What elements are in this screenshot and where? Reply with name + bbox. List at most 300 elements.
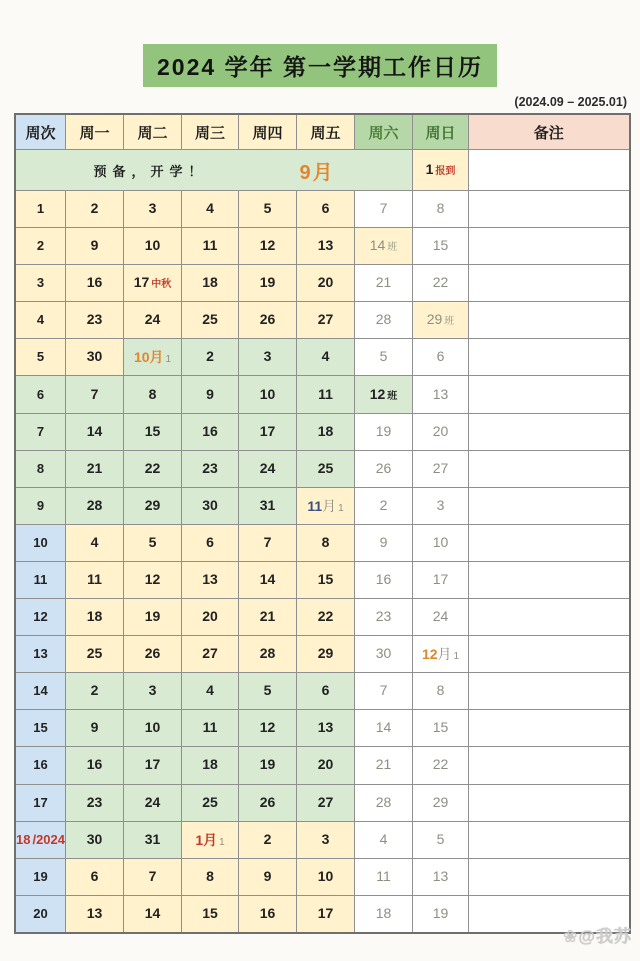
cell-text: 15 <box>317 570 334 587</box>
cell-text: 2 <box>206 348 214 365</box>
day-cell-sun <box>413 599 469 636</box>
cell-text: 11 <box>33 571 48 587</box>
cell-text: 10月 <box>133 349 164 366</box>
cell-text: 13 <box>202 570 218 587</box>
col-header-tue: 周二 <box>124 114 182 150</box>
day-cell-fri <box>297 191 355 228</box>
week-row-1 <box>15 191 630 228</box>
day-cell-fri <box>297 561 355 598</box>
day-cell-tue <box>124 895 182 933</box>
day-cell-mon <box>66 265 124 302</box>
note-cell <box>469 191 630 228</box>
week-number-cell <box>15 784 66 821</box>
day-cell-sat <box>355 265 413 302</box>
day-cell-thu <box>239 265 297 302</box>
day-cell-thu <box>239 302 297 339</box>
day-cell-thu <box>239 561 297 598</box>
note-cell <box>469 265 630 302</box>
day-cell-sat <box>355 784 413 821</box>
cell-text: 6 <box>90 867 99 884</box>
cell-text: 班 <box>444 316 455 328</box>
cell-text: 3 <box>436 496 445 513</box>
week-number-cell <box>15 376 66 413</box>
cell-text: 15 <box>432 237 449 254</box>
cell-text: 10 <box>144 237 161 254</box>
day-cell-sat <box>355 524 413 561</box>
cell-text: 28 <box>86 496 103 513</box>
cell-text: /2024 <box>32 831 66 847</box>
cell-text: 15 <box>144 422 161 439</box>
cell-text: 18 <box>202 756 218 773</box>
day-cell-wed <box>182 599 239 636</box>
note-cell <box>469 747 630 784</box>
week-row-17 <box>15 784 630 821</box>
cell-text: 21 <box>86 459 103 476</box>
day-cell-tue <box>124 858 182 895</box>
day-cell-mon <box>66 821 124 858</box>
cell-text: 30 <box>375 645 392 662</box>
day-cell-thu <box>239 747 297 784</box>
cell-text: 10 <box>33 534 48 550</box>
week-number-cell <box>15 673 66 710</box>
day-cell-sat <box>355 895 413 933</box>
day-cell-tue <box>124 376 182 413</box>
day-cell-tue <box>124 265 182 302</box>
day-cell-thu <box>239 191 297 228</box>
day-cell-mon <box>66 895 124 933</box>
cell-text: 1月 <box>195 831 218 848</box>
cell-text: 9 <box>206 385 214 402</box>
cell-text: 12 <box>33 609 48 625</box>
cell-text: 1 <box>165 354 172 366</box>
day-cell-thu <box>239 858 297 895</box>
day-cell-sun <box>413 339 469 376</box>
week-row-20 <box>15 895 630 933</box>
day-cell-mon <box>66 302 124 339</box>
cell-text: 12 <box>259 719 276 736</box>
cell-text: 1 <box>36 201 45 217</box>
note-cell <box>469 376 630 413</box>
day-cell-mon <box>66 450 124 487</box>
cell-text: 8 <box>436 682 445 699</box>
cell-text: 23 <box>202 459 218 476</box>
day-cell-wed <box>182 784 239 821</box>
week-number-cell <box>15 265 66 302</box>
week-row-11 <box>15 561 630 598</box>
day-cell-sat <box>355 191 413 228</box>
week-number-cell <box>15 636 66 673</box>
day-cell-wed <box>182 710 239 747</box>
day-cell-sun <box>413 636 469 673</box>
day-cell-tue <box>124 784 182 821</box>
day-cell-mon <box>66 561 124 598</box>
note-cell <box>469 561 630 598</box>
note-cell <box>469 784 630 821</box>
week-number-cell <box>15 599 66 636</box>
week-number-cell <box>15 191 66 228</box>
day-cell-thu <box>239 450 297 487</box>
week-row-18 <box>15 821 630 858</box>
day-cell-sat <box>355 487 413 524</box>
cell-text: 12 <box>369 385 386 402</box>
day-cell-thu <box>239 636 297 673</box>
cell-text: 18 <box>375 904 392 921</box>
day-cell-mon <box>66 747 124 784</box>
cell-text: 5 <box>263 200 272 217</box>
note-cell <box>469 524 630 561</box>
day-cell-fri <box>297 673 355 710</box>
week-row-13 <box>15 636 630 673</box>
cell-text: 18 <box>16 831 31 847</box>
day-cell-sat <box>355 376 413 413</box>
day-cell-thu <box>239 339 297 376</box>
day-cell-fri <box>297 858 355 895</box>
cell-text: 20 <box>317 274 334 291</box>
cell-text: 17 <box>33 794 48 810</box>
week-row-6 <box>15 376 630 413</box>
cell-text: 7 <box>148 867 157 884</box>
calendar-table <box>14 113 631 934</box>
day-cell-tue <box>124 191 182 228</box>
cell-text: 班 <box>387 242 398 254</box>
cell-text: 29 <box>432 793 449 810</box>
cell-text: 5 <box>379 348 388 365</box>
day-cell-sun <box>413 191 469 228</box>
cell-text: 18 <box>86 608 103 625</box>
cell-text: 25 <box>202 793 218 810</box>
day-cell-mon <box>66 673 124 710</box>
day-cell-sun <box>413 450 469 487</box>
day-cell-mon <box>66 339 124 376</box>
note-cell <box>469 302 630 339</box>
cell-text: 19 <box>375 422 392 439</box>
day-cell-fri <box>297 636 355 673</box>
day-cell-wed <box>182 747 239 784</box>
cell-text: 18 <box>202 274 218 291</box>
day-cell-sun <box>413 561 469 598</box>
day-cell-sat <box>355 450 413 487</box>
cell-text: 20 <box>432 422 449 439</box>
week-number-cell <box>15 895 66 933</box>
col-header-thu: 周四 <box>239 114 297 150</box>
cell-text: 25 <box>317 459 334 476</box>
note-cell <box>469 673 630 710</box>
cell-text: 13 <box>33 646 48 662</box>
date-range: (2024.09 – 2025.01) <box>514 95 627 109</box>
note-cell <box>469 450 630 487</box>
day-cell-sun <box>413 747 469 784</box>
cell-text: 25 <box>86 645 103 662</box>
day-cell-wed <box>182 450 239 487</box>
cell-text: 13 <box>317 719 334 736</box>
day-cell-mon <box>66 413 124 450</box>
day-cell-mon <box>66 784 124 821</box>
cell-text: 3 <box>148 682 157 699</box>
cell-text: 11 <box>376 867 391 884</box>
cell-text: 22 <box>317 608 334 625</box>
day-cell-sun <box>413 821 469 858</box>
cell-text: 28 <box>375 311 392 328</box>
day-cell-fri <box>297 710 355 747</box>
day-cell-sat <box>355 228 413 265</box>
cell-text: 27 <box>432 459 449 476</box>
cell-text: 9 <box>379 533 388 550</box>
cell-text: 13 <box>432 867 449 884</box>
header-row <box>15 114 630 150</box>
col-header-mon: 周一 <box>66 114 124 150</box>
day-cell-tue <box>124 339 182 376</box>
note-cell <box>469 710 630 747</box>
day-cell-tue <box>124 636 182 673</box>
cell-text: 15 <box>202 904 218 921</box>
cell-text: 10 <box>317 867 334 884</box>
day-cell-mon <box>66 710 124 747</box>
cell-text: 中秋 <box>151 279 172 291</box>
note-cell <box>469 858 630 895</box>
cell-text: 6 <box>36 386 45 402</box>
day-cell-fri <box>297 265 355 302</box>
cell-text: 4 <box>206 200 214 217</box>
watermark: ❀@我苏 <box>563 927 632 946</box>
day-cell-thu <box>239 784 297 821</box>
day-cell-mon <box>66 376 124 413</box>
banner-slogan: 预备，开学！ <box>93 163 208 179</box>
cell-text: 报到 <box>435 166 456 177</box>
cell-text: 23 <box>86 793 103 810</box>
day-cell-sun <box>413 524 469 561</box>
day-cell-fri <box>297 302 355 339</box>
cell-text: 19 <box>259 274 276 291</box>
cell-text: 2 <box>36 238 45 254</box>
day-cell-sun <box>413 302 469 339</box>
day-cell-sun <box>413 376 469 413</box>
cell-text: 19 <box>33 868 48 884</box>
col-header-sun: 周日 <box>413 114 469 150</box>
day-cell-wed <box>182 636 239 673</box>
week-number-cell <box>15 561 66 598</box>
day-cell-tue <box>124 450 182 487</box>
cell-text: 3 <box>321 830 330 847</box>
cell-text: 27 <box>317 311 334 328</box>
cell-text: 5 <box>36 349 45 365</box>
cell-text: 19 <box>144 608 161 625</box>
cell-text: 17 <box>259 422 276 439</box>
cell-text: 7 <box>379 200 388 217</box>
cell-text: 7 <box>36 423 45 439</box>
day-cell-sat <box>355 413 413 450</box>
day-cell-thu <box>239 673 297 710</box>
day-cell-fri <box>297 487 355 524</box>
week-number-cell <box>15 228 66 265</box>
day-cell-thu <box>239 524 297 561</box>
cell-text: 20 <box>33 905 48 921</box>
title-wrap <box>0 44 640 87</box>
cell-text: 23 <box>375 608 392 625</box>
day-cell-tue <box>124 228 182 265</box>
cell-text: 2 <box>263 830 272 847</box>
week-row-15 <box>15 710 630 747</box>
cell-text: 28 <box>375 793 392 810</box>
cell-text: 22 <box>144 459 161 476</box>
day-cell-sat <box>355 747 413 784</box>
day-cell-sat <box>355 710 413 747</box>
day-cell-fri <box>297 784 355 821</box>
day-cell-mon <box>66 858 124 895</box>
cell-text: 9 <box>90 719 99 736</box>
cell-text: 21 <box>375 756 392 773</box>
cell-text: 6 <box>206 533 214 550</box>
cell-text: 22 <box>432 274 449 291</box>
week-row-3 <box>15 265 630 302</box>
day-cell-tue <box>124 599 182 636</box>
day-cell-mon <box>66 191 124 228</box>
cell-text: 4 <box>321 348 330 365</box>
cell-text: 8 <box>206 867 214 884</box>
day-cell-fri <box>297 747 355 784</box>
day-cell-wed <box>182 228 239 265</box>
day-cell-tue <box>124 673 182 710</box>
cell-text: 4 <box>206 682 214 699</box>
cell-text: 10 <box>144 719 161 736</box>
cell-text: 班 <box>387 390 398 402</box>
cell-text: 17 <box>432 570 449 587</box>
day-cell-sat <box>355 561 413 598</box>
cell-text: 4 <box>90 533 99 550</box>
day-cell-sun <box>413 413 469 450</box>
cell-text: 9 <box>36 497 45 513</box>
week-row-10 <box>15 524 630 561</box>
cell-text: 3 <box>148 200 157 217</box>
cell-text: 29 <box>426 311 443 328</box>
day-cell-sun <box>413 228 469 265</box>
day-cell-wed <box>182 895 239 933</box>
week-number-cell <box>15 302 66 339</box>
cell-text: 17 <box>144 756 161 773</box>
cell-text: 7 <box>379 682 388 699</box>
cell-text: 8 <box>436 200 445 217</box>
day-cell-thu <box>239 710 297 747</box>
day-cell-tue <box>124 561 182 598</box>
day-cell-thu <box>239 487 297 524</box>
cell-text: 16 <box>259 904 276 921</box>
week-number-cell <box>15 487 66 524</box>
september-banner-row <box>15 150 630 191</box>
cell-text: 5 <box>148 533 157 550</box>
week-number-cell <box>15 747 66 784</box>
day-cell-sun <box>413 858 469 895</box>
day-cell-sat <box>355 673 413 710</box>
week-row-4 <box>15 302 630 339</box>
cell-text: 24 <box>432 608 449 625</box>
day-cell-sun <box>413 265 469 302</box>
cell-text: 29 <box>317 645 334 662</box>
day-cell-sat <box>355 599 413 636</box>
page-title: 2024 学年 第一学期工作日历 <box>143 44 497 87</box>
cell-text: 15 <box>33 720 48 736</box>
week-number-cell <box>15 858 66 895</box>
cell-text: 1 <box>425 161 434 177</box>
cell-text: 27 <box>317 793 334 810</box>
cell-text: 11 <box>318 385 333 402</box>
cell-text: 24 <box>144 793 161 810</box>
week-row-12 <box>15 599 630 636</box>
cell-text: 20 <box>317 756 334 773</box>
note-cell <box>469 487 630 524</box>
day-cell-sun <box>413 673 469 710</box>
day-cell-thu <box>239 413 297 450</box>
day-cell-fri <box>297 895 355 933</box>
cell-text: 26 <box>375 459 392 476</box>
week-row-5 <box>15 339 630 376</box>
cell-text: 1 <box>219 836 225 848</box>
cell-text: 12 <box>259 237 276 254</box>
day-cell-mon <box>66 599 124 636</box>
cell-text: 9 <box>90 237 99 254</box>
cell-text: 17 <box>317 904 334 921</box>
cell-text: 14 <box>86 422 103 439</box>
cell-text: 17 <box>133 274 150 291</box>
cell-text: 16 <box>86 756 103 773</box>
day-cell-wed <box>182 191 239 228</box>
day-cell-fri <box>297 339 355 376</box>
cell-text: 26 <box>259 793 276 810</box>
week-number-cell <box>15 524 66 561</box>
note-cell <box>469 821 630 858</box>
cell-text: 23 <box>86 311 103 328</box>
note-cell <box>469 413 630 450</box>
cell-text: 6 <box>436 348 445 365</box>
day-cell-sat <box>355 858 413 895</box>
cell-text: 16 <box>86 274 103 291</box>
cell-text: 25 <box>202 311 218 328</box>
september-banner-cell <box>15 150 413 191</box>
cell-text: 31 <box>144 830 161 847</box>
day-cell-sun <box>413 487 469 524</box>
banner-month-label: 9月 <box>299 161 335 184</box>
cell-text: 8 <box>36 460 45 476</box>
cell-text: 21 <box>375 274 392 291</box>
week-row-2 <box>15 228 630 265</box>
cell-text: 6 <box>321 682 330 699</box>
cell-text: 19 <box>259 756 276 773</box>
day-cell-sun <box>413 710 469 747</box>
cell-text: 5 <box>263 682 272 699</box>
cell-text: 5 <box>436 830 445 847</box>
week-number-cell <box>15 710 66 747</box>
week-row-14 <box>15 673 630 710</box>
day-cell-thu <box>239 599 297 636</box>
day-cell-thu <box>239 376 297 413</box>
day-cell-fri <box>297 376 355 413</box>
note-cell <box>469 228 630 265</box>
day-cell-fri <box>297 599 355 636</box>
day-cell-fri <box>297 524 355 561</box>
day-cell-wed <box>182 265 239 302</box>
day-cell-thu <box>239 821 297 858</box>
day-cell-mon <box>66 524 124 561</box>
cell-text: 27 <box>202 645 218 662</box>
day-cell-thu <box>239 895 297 933</box>
week-number-cell <box>15 339 66 376</box>
day-cell-wed <box>182 413 239 450</box>
cell-text: 20 <box>202 608 218 625</box>
cell-text: 16 <box>375 570 392 587</box>
cell-text: 22 <box>432 756 449 773</box>
day-cell-sat <box>355 302 413 339</box>
day-cell-wed <box>182 821 239 858</box>
cell-text: 7 <box>263 533 272 550</box>
cell-text: 月 <box>437 646 452 663</box>
